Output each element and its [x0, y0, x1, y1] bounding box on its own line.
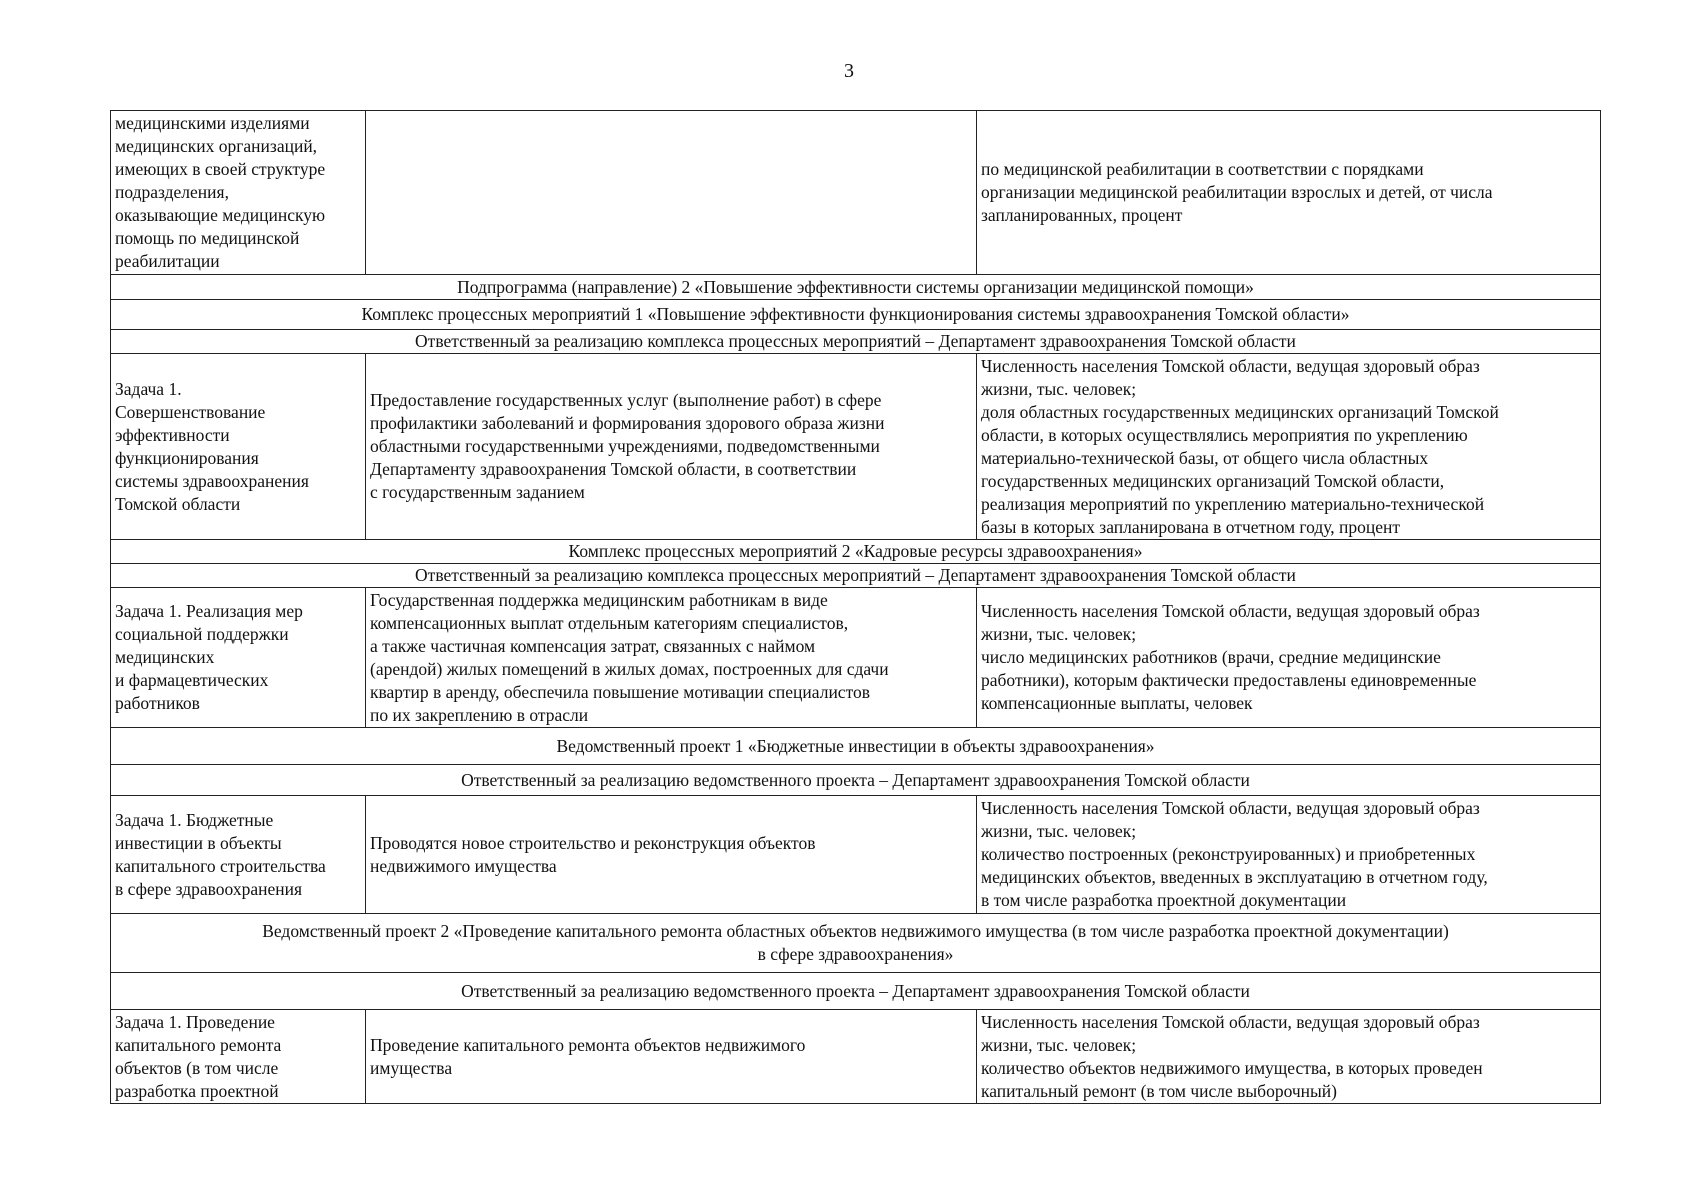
task-cell: Задача 1. Бюджетные инвестиции в объекты капитального строительства в сфере здравоохранения: [111, 796, 366, 914]
responsible-heading: Ответственный за реализацию ведомственного проекта – Департамент здравоохранения Томской области: [111, 973, 1601, 1010]
responsible-heading: Ответственный за реализацию комплекса процессных мероприятий – Департамент здравоохранения Томской области: [111, 564, 1601, 588]
project-heading: Ведомственный проект 2 «Проведение капитального ремонта областных объектов недвижимого имущества (в том числе разработка проектной документации) в сфере здравоохранения»: [111, 914, 1601, 973]
table-row: [111, 354, 1601, 540]
task-cell: медицинскими изделиями медицинских организаций, имеющих в своей структуре подразделения, оказывающие медицинскую помощь по медицинской реабилитации: [111, 111, 366, 275]
table-row: [111, 564, 1601, 588]
result-cell: Проведение капитального ремонта объектов недвижимого имущества: [366, 1010, 977, 1104]
result-cell: Государственная поддержка медицинским работникам в виде компенсационных выплат отдельным категориям специалистов, а также частичная компенсация затрат, связанных с наймом (арендой) жилых помещений в жилых домах, построенных для сдачи квартир в аренду, обеспечила повышение мотивации специалистов по их закреплению в отрасли: [366, 588, 977, 728]
table-row: [111, 330, 1601, 354]
table-row: [111, 588, 1601, 728]
table-row: [111, 540, 1601, 564]
indicator-cell: по медицинской реабилитации в соответствии с порядками организации медицинской реабилитации взрослых и детей, от числа запланированных, процент: [977, 111, 1601, 275]
table-row: [111, 275, 1601, 300]
table-row: [111, 728, 1601, 765]
indicator-cell: Численность населения Томской области, ведущая здоровый образ жизни, тыс. человек; доля областных государственных медицинских организаций Томской области, в которых осуществлялись мероприятия по укреплению материально-технической базы, от общего числа областных государственных медицинских организаций Томской области, реализация мероприятий по укреплению материально-технической базы в которых запланирована в отчетном году, процент: [977, 354, 1601, 540]
indicator-cell: Численность населения Томской области, ведущая здоровый образ жизни, тыс. человек; количество построенных (реконструированных) и приобретенных медицинских объектов, введенных в эксплуатацию в отчетном году, в том числе разработка проектной документации: [977, 796, 1601, 914]
indicator-cell: Численность населения Томской области, ведущая здоровый образ жизни, тыс. человек; число медицинских работников (врачи, средние медицинские работники), которым фактически предоставлены единовременные компенсационные выплаты, человек: [977, 588, 1601, 728]
table-row: [111, 973, 1601, 1010]
table-row: [111, 914, 1601, 973]
complex-heading: Комплекс процессных мероприятий 2 «Кадровые ресурсы здравоохранения»: [111, 540, 1601, 564]
page-number: 3: [844, 60, 854, 82]
project-heading: Ведомственный проект 1 «Бюджетные инвестиции в объекты здравоохранения»: [111, 728, 1601, 765]
table-row: [111, 300, 1601, 330]
task-cell: Задача 1. Совершенствование эффективности функционирования системы здравоохранения Томской области: [111, 354, 366, 540]
result-cell: Предоставление государственных услуг (выполнение работ) в сфере профилактики заболеваний и формирования здорового образа жизни областными государственными учреждениями, подведомственными Департаменту здравоохранения Томской области, в соответствии с государственным заданием: [366, 354, 977, 540]
subprogram-heading: Подпрограмма (направление) 2 «Повышение эффективности системы организации медицинской помощи»: [111, 275, 1601, 300]
table-row: [111, 796, 1601, 914]
indicator-cell: Численность населения Томской области, ведущая здоровый образ жизни, тыс. человек; количество объектов недвижимого имущества, в которых проведен капитальный ремонт (в том числе выборочный): [977, 1010, 1601, 1104]
program-table: [110, 110, 1601, 1104]
table-row: [111, 111, 1601, 275]
responsible-heading: Ответственный за реализацию ведомственного проекта – Департамент здравоохранения Томской области: [111, 765, 1601, 796]
table-row: [111, 1010, 1601, 1104]
task-cell: Задача 1. Реализация мер социальной поддержки медицинских и фармацевтических работников: [111, 588, 366, 728]
result-cell: Проводятся новое строительство и реконструкция объектов недвижимого имущества: [366, 796, 977, 914]
task-cell: Задача 1. Проведение капитального ремонта объектов (в том числе разработка проектной: [111, 1010, 366, 1104]
table-row: [111, 765, 1601, 796]
responsible-heading: Ответственный за реализацию комплекса процессных мероприятий – Департамент здравоохранения Томской области: [111, 330, 1601, 354]
complex-heading: Комплекс процессных мероприятий 1 «Повышение эффективности функционирования системы здравоохранения Томской области»: [111, 300, 1601, 330]
result-cell: [366, 111, 977, 275]
